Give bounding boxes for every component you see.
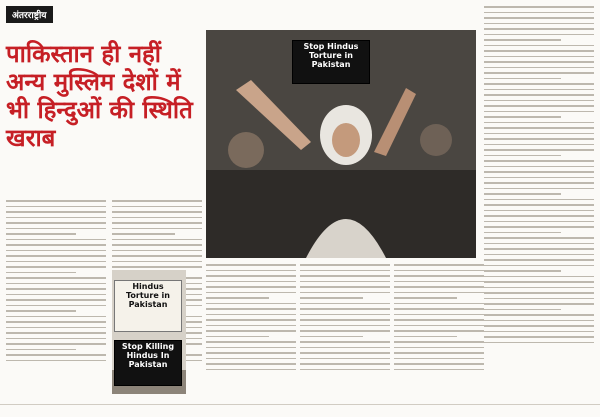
text-line (300, 341, 390, 343)
text-line (484, 292, 594, 294)
text-line (6, 228, 106, 230)
text-line (394, 308, 484, 310)
text-line (484, 314, 594, 316)
text-line (484, 303, 594, 305)
text-line (484, 171, 594, 173)
text-line (484, 122, 594, 124)
page-footer (0, 404, 600, 417)
text-line (112, 211, 202, 213)
text-line (300, 352, 390, 354)
text-line (484, 276, 594, 278)
text-line (6, 222, 106, 224)
protest-sign-inset-top: Hindus Torture in Pakistan (114, 280, 182, 332)
text-line (112, 200, 202, 202)
text-line (206, 281, 296, 283)
text-line (206, 347, 296, 349)
text-line (206, 275, 296, 277)
text-line (394, 303, 484, 305)
text-line (6, 299, 106, 301)
text-line (394, 281, 484, 283)
text-line (484, 17, 594, 19)
text-line (484, 342, 594, 344)
text-line (6, 200, 106, 202)
text-line (206, 352, 296, 354)
text-line (394, 330, 484, 332)
text-line (206, 336, 269, 338)
text-line (300, 325, 390, 327)
text-line (394, 297, 457, 299)
text-line (484, 177, 594, 179)
text-line (300, 336, 363, 338)
text-line (112, 222, 202, 224)
text-line (484, 166, 594, 168)
body-column-3 (206, 264, 296, 374)
text-line (300, 369, 390, 371)
text-line (484, 243, 594, 245)
text-line (6, 272, 76, 274)
text-line (112, 228, 202, 230)
text-line (484, 298, 594, 300)
text-line (484, 61, 594, 63)
text-line (484, 210, 594, 212)
text-line (6, 217, 106, 219)
text-line (484, 6, 594, 8)
protest-sign-inset-bottom: Stop Killing Hindus In Pakistan (114, 340, 182, 386)
text-line (394, 363, 484, 365)
text-line (206, 325, 296, 327)
text-line (112, 250, 202, 252)
text-line (484, 105, 594, 107)
text-line (6, 255, 106, 257)
text-line (112, 206, 202, 208)
main-photo (206, 30, 476, 258)
text-line (484, 111, 594, 113)
text-line (206, 319, 296, 321)
text-line (300, 308, 390, 310)
text-line (484, 155, 561, 157)
text-line (394, 347, 484, 349)
text-line (206, 292, 296, 294)
text-line (112, 255, 202, 257)
text-line (484, 50, 594, 52)
text-line (6, 354, 106, 356)
text-line (112, 239, 202, 241)
text-line (6, 206, 106, 208)
text-line (394, 270, 484, 272)
text-line (112, 261, 202, 263)
body-column-5 (394, 264, 484, 374)
text-line (6, 327, 106, 329)
text-line (112, 266, 202, 268)
text-line (484, 287, 594, 289)
text-line (484, 248, 594, 250)
text-line (484, 221, 594, 223)
protest-sign-main: Stop Hindus Torture in Pakistan (292, 40, 370, 84)
text-line (484, 232, 561, 234)
text-line (484, 138, 594, 140)
text-line (484, 309, 561, 311)
text-line (484, 116, 561, 118)
text-line (206, 358, 296, 360)
text-line (484, 188, 594, 190)
text-line (484, 270, 561, 272)
text-line (300, 347, 390, 349)
text-line (206, 314, 296, 316)
text-line (484, 12, 594, 14)
text-line (6, 305, 106, 307)
text-line (484, 78, 561, 80)
text-line (300, 264, 390, 266)
text-line (6, 211, 106, 213)
text-line (206, 341, 296, 343)
text-line (484, 254, 594, 256)
text-line (112, 217, 202, 219)
text-line (484, 193, 561, 195)
text-line (394, 358, 484, 360)
inset-photo (112, 270, 186, 394)
text-line (484, 144, 594, 146)
text-line (6, 338, 106, 340)
text-line (6, 283, 106, 285)
text-line (484, 100, 594, 102)
text-line (300, 319, 390, 321)
text-line (206, 303, 296, 305)
text-line (484, 56, 594, 58)
text-line (6, 316, 106, 318)
text-line (300, 270, 390, 272)
text-line (300, 281, 390, 283)
text-line (484, 83, 594, 85)
body-column-6 (484, 6, 594, 347)
text-line (394, 352, 484, 354)
text-line (484, 133, 594, 135)
text-line (484, 28, 594, 30)
text-line (484, 226, 594, 228)
text-line (6, 244, 106, 246)
text-line (300, 303, 390, 305)
text-line (206, 270, 296, 272)
text-line (394, 275, 484, 277)
text-line (394, 319, 484, 321)
body-column-4 (300, 264, 390, 374)
text-line (6, 277, 106, 279)
text-line (112, 244, 202, 246)
text-line (484, 149, 594, 151)
text-line (484, 336, 594, 338)
text-line (484, 199, 594, 201)
text-line (6, 266, 106, 268)
text-line (484, 127, 594, 129)
text-line (6, 310, 76, 312)
text-line (300, 363, 390, 365)
headline: पाकिस्तान ही नहीं अन्य मुस्लिम देशों में भी हिन्दुओं की स्थिति खराब (6, 39, 193, 152)
text-line (6, 239, 106, 241)
text-line (394, 336, 457, 338)
text-line (484, 237, 594, 239)
text-line (112, 233, 175, 235)
text-line (6, 343, 106, 345)
text-line (300, 330, 390, 332)
text-line (300, 275, 390, 277)
text-line (394, 341, 484, 343)
text-line (394, 292, 484, 294)
text-line (484, 265, 594, 267)
text-line (394, 325, 484, 327)
text-line (206, 286, 296, 288)
text-line (484, 94, 594, 96)
section-tag: अंतरराष्ट्रीय (6, 6, 53, 23)
text-line (6, 360, 106, 362)
text-line (300, 292, 390, 294)
text-line (206, 264, 296, 266)
text-line (300, 314, 390, 316)
text-line (6, 294, 106, 296)
text-line (206, 308, 296, 310)
text-line (206, 330, 296, 332)
text-line (394, 264, 484, 266)
text-line (300, 286, 390, 288)
text-line (484, 215, 594, 217)
text-line (6, 349, 76, 351)
text-line (484, 325, 594, 327)
text-line (484, 204, 594, 206)
text-line (484, 23, 594, 25)
text-line (484, 259, 594, 261)
text-line (6, 288, 106, 290)
text-line (6, 261, 106, 263)
text-line (484, 281, 594, 283)
text-line (484, 331, 594, 333)
text-line (394, 369, 484, 371)
text-line (6, 332, 106, 334)
body-column-1 (6, 200, 106, 365)
text-line (484, 45, 594, 47)
text-line (206, 297, 269, 299)
text-line (6, 250, 106, 252)
text-line (394, 286, 484, 288)
text-line (484, 39, 561, 41)
text-line (484, 320, 594, 322)
text-line (6, 233, 76, 235)
text-line (484, 72, 594, 74)
text-line (484, 34, 594, 36)
text-line (206, 363, 296, 365)
text-line (484, 89, 594, 91)
text-line (484, 67, 594, 69)
text-line (484, 160, 594, 162)
text-line (206, 369, 296, 371)
text-line (300, 358, 390, 360)
text-line (6, 321, 106, 323)
text-line (300, 297, 363, 299)
text-line (394, 314, 484, 316)
text-line (484, 182, 594, 184)
